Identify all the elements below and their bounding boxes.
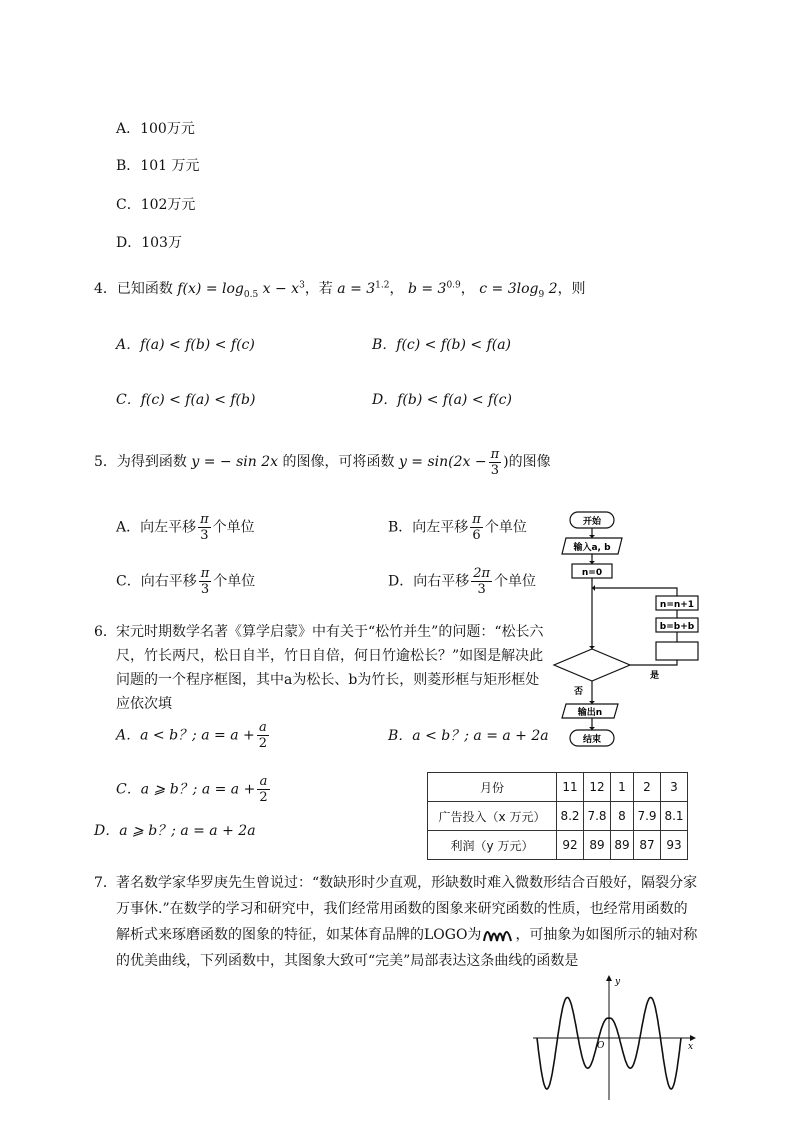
q6-option-c bbox=[116, 774, 272, 805]
q5-option-d-den: 3 bbox=[477, 582, 486, 597]
table-cell: 11 bbox=[557, 773, 584, 802]
q4-c-tail: 2 bbox=[544, 281, 558, 297]
q5-option-b-unit: 个单位 bbox=[484, 519, 527, 536]
q4-b-expr: b = 3 bbox=[407, 281, 447, 297]
q5-option-b bbox=[388, 512, 527, 543]
q5-option-c-label: C．向右平移 bbox=[116, 573, 197, 590]
q4-stem-mid: ，若 bbox=[304, 281, 333, 297]
table-cell: 8.2 bbox=[557, 802, 584, 831]
flowchart-inc-n: n=n+1 bbox=[659, 600, 695, 610]
q4-option-c: C．f(c) < f(a) < f(b) bbox=[116, 392, 256, 408]
q7-number: 7． bbox=[94, 875, 117, 891]
q5-fraction bbox=[489, 447, 502, 478]
q6-option-a bbox=[116, 720, 271, 751]
q5-option-b-num: π bbox=[472, 512, 481, 527]
table-cell: 92 bbox=[557, 831, 584, 860]
flowchart-b-update: b=b+b bbox=[659, 622, 695, 632]
q5-fraction-numerator: π bbox=[490, 446, 500, 462]
q5-number: 5． bbox=[94, 454, 117, 470]
table-row bbox=[428, 802, 688, 831]
q6-option-c-text: C．a ⩾ b？; a = a + bbox=[116, 781, 256, 798]
q5-option-d-label: D．向右平移 bbox=[388, 573, 470, 590]
table-cell: 1 bbox=[611, 773, 634, 802]
q4-function-tail: x − x bbox=[258, 281, 300, 297]
flowchart-yes: 是 bbox=[650, 671, 660, 681]
table-cell: 8.1 bbox=[661, 802, 688, 831]
q3-option-b: B．101 万元 bbox=[116, 158, 200, 174]
flowchart bbox=[552, 508, 695, 748]
flowchart-output: 输出n bbox=[577, 708, 603, 718]
table-row bbox=[428, 831, 688, 860]
q4-b-exp: 0.9 bbox=[446, 280, 461, 291]
flowchart-start: 开始 bbox=[582, 517, 602, 527]
q4-stem-start: 已知函数 bbox=[116, 281, 173, 297]
table-header-label: 月份 bbox=[428, 773, 557, 802]
q5-option-b-label: B．向左平移 bbox=[388, 519, 469, 536]
q5-close-paren: ) bbox=[503, 454, 509, 470]
table-row-label: 利润（y 万元） bbox=[428, 831, 557, 860]
table-cell: 89 bbox=[584, 831, 611, 860]
q7-text bbox=[116, 870, 700, 974]
q6-option-d: D．a ⩾ b？; a = a + 2a bbox=[94, 823, 256, 839]
q6-option-a-num: a bbox=[257, 720, 269, 736]
table-cell: 7.8 bbox=[584, 802, 611, 831]
y-axis-label: y bbox=[615, 977, 621, 987]
q4-option-a: A．f(a) < f(b) < f(c) bbox=[116, 337, 255, 353]
q4-stem: 4．已知函数 $f(x) = \log_{0.5} x - x^3$，若 $a = 3^{1.2}$， $b = 3^{0.9}$， $c = 3\log_9$ 2，则 bbox=[94, 280, 586, 300]
q3-option-a: A．100万元 bbox=[116, 121, 195, 137]
q5-option-c-den: 3 bbox=[200, 582, 210, 597]
q5-option-a-label: A．向左平移 bbox=[116, 519, 197, 536]
q5-target-function: y = − sin 2x bbox=[191, 454, 279, 470]
q5-text1: 为得到函数 bbox=[116, 454, 187, 470]
q7-text-part2: ，可抽象为如图所示的轴对称的优美曲线，下列函数中，其图象大致可“完美”局部表达这条曲线的函数是 bbox=[116, 927, 698, 969]
q5-option-a-num: π bbox=[200, 512, 209, 527]
q6-option-c-den: 2 bbox=[259, 790, 268, 805]
q5-option-b-den: 6 bbox=[472, 528, 481, 543]
q4-a-expr: a = 3 bbox=[337, 281, 376, 297]
q5-option-a-den: 3 bbox=[200, 528, 209, 543]
q3-option-d: D．103万 bbox=[116, 235, 182, 251]
q5-option-d bbox=[388, 566, 536, 597]
q5-option-d-num: 2π bbox=[473, 566, 491, 581]
table-cell: 89 bbox=[611, 831, 634, 860]
q5-option-a-unit: 个单位 bbox=[212, 519, 255, 536]
flowchart-init: n=0 bbox=[581, 568, 603, 578]
q4-cube: 3 bbox=[299, 280, 305, 291]
q4-c-base: 9 bbox=[538, 289, 545, 300]
q5-text3: 的图像 bbox=[508, 454, 551, 470]
x-axis-label: x bbox=[688, 1042, 694, 1052]
q5-option-a bbox=[116, 512, 255, 543]
data-table bbox=[427, 772, 688, 860]
q5-option-c-num: π bbox=[200, 566, 210, 581]
q6-option-c-num: a bbox=[257, 774, 269, 790]
q4-log-base: 0.5 bbox=[243, 289, 259, 300]
flowchart-no: 否 bbox=[574, 687, 584, 697]
flowchart-diamond bbox=[554, 649, 630, 681]
q7-text-part1: 著名数学家华罗庚先生曾说过：“数缺形时少直观，形缺数时难入微数形结合百般好，隔裂分家万事休.”在数学的学习和研究中，我们经常用函数的图象来研究函数的性质，也经常用函数的解析式来琢磨函数的图象的特征，如某体育品牌的LOGO为 bbox=[116, 875, 698, 943]
origin-label: O bbox=[597, 1041, 605, 1051]
table-cell: 12 bbox=[584, 773, 611, 802]
q4-c-expr: c = 3log bbox=[479, 281, 539, 297]
q6-stem: 宋元时期数学名著《算学启蒙》中有关于“松竹并生”的问题：“松长六尺，竹长两尺，松日自半，竹日自倍，何日竹逾松长？”如图是解决此问题的一个程序框图，其中a为松长、b为竹长，则菱形框与矩形框处应依次填 bbox=[116, 624, 544, 712]
table-cell: 7.9 bbox=[634, 802, 661, 831]
q6-option-a-text: A．a < b？; a = a + bbox=[116, 727, 255, 744]
table-cell: 3 bbox=[661, 773, 688, 802]
table-row-label: 广告投入（x 万元） bbox=[428, 802, 557, 831]
flowchart-input: 输入a, b bbox=[573, 543, 611, 553]
q5-source-function: y = sin(2x − bbox=[398, 454, 487, 470]
q5-fraction-denominator: 3 bbox=[490, 462, 500, 478]
q4-function: f(x) = log bbox=[177, 281, 244, 297]
q4-option-d: D．f(b) < f(a) < f(c) bbox=[372, 392, 512, 408]
q3-option-c: C．102万元 bbox=[116, 197, 196, 213]
q5-text2: 的图像，可将函数 bbox=[282, 454, 395, 470]
q4-a-exp: 1.2 bbox=[375, 280, 390, 291]
q5-option-c bbox=[116, 566, 255, 597]
logo-icon bbox=[483, 927, 513, 943]
flowchart-blank-box bbox=[656, 642, 698, 660]
table-cell: 8 bbox=[611, 802, 634, 831]
q4-number: 4． bbox=[94, 281, 117, 297]
q6-number: 6． bbox=[94, 624, 117, 640]
q6-option-a-den: 2 bbox=[258, 736, 268, 751]
flowchart-end: 结束 bbox=[582, 735, 602, 745]
q5-stem bbox=[94, 445, 551, 479]
q5-option-d-unit: 个单位 bbox=[494, 573, 537, 590]
q4-option-b: B．f(c) < f(b) < f(a) bbox=[372, 337, 512, 353]
table-cell: 2 bbox=[634, 773, 661, 802]
q6-option-b: B．a < b？; a = a + 2a bbox=[388, 728, 549, 744]
table-cell: 87 bbox=[634, 831, 661, 860]
table-row bbox=[428, 773, 688, 802]
curve-graph bbox=[525, 972, 700, 1104]
q4-stem-end: ，则 bbox=[557, 281, 586, 297]
table-cell: 93 bbox=[661, 831, 688, 860]
q5-option-c-unit: 个单位 bbox=[213, 573, 256, 590]
